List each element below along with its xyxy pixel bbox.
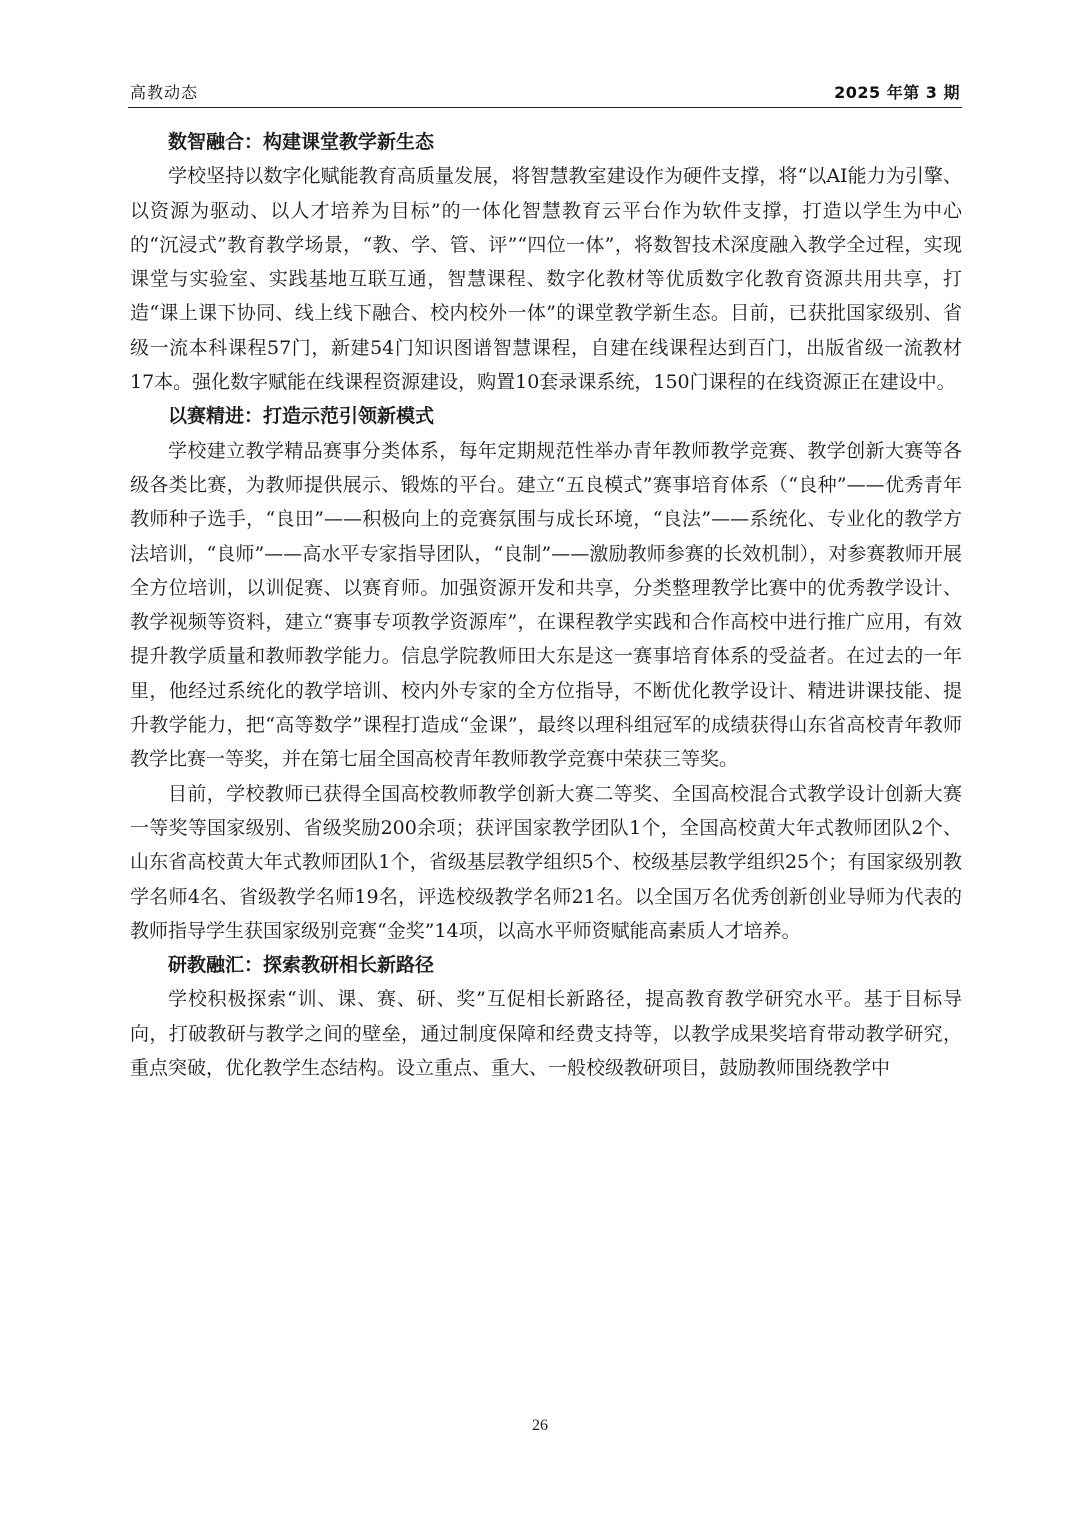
paragraph: 学校坚持以数字化赋能教育高质量发展，将智慧教室建设作为硬件支撑，将“以AI能力为引擎、以资源为驱动、以人才培养为目标”的一体化智慧教育云平台作为软件支撑，打造以学生为中心的“沉浸式”教育教学场景，“教、学、管、评”“四位一体”，将数智技术深度融入教学全过程，实现课堂与实验室、实践基地互联互通，智慧课程、数字化教材等优质数字化教育资源共用共享，打造“课上课下协同、线上线下融合、校内校外一体”的课堂教学新生态。目前，已获批国家级别、省级一流本科课程57门，新建54门知识图谱智慧课程，自建在线课程达到百门，出版省级一流教材17本。强化数字赋能在线课程资源建设，购置10套录课系统，150门课程的在线资源正在建设中。 bbox=[130, 165, 962, 394]
paragraph: 目前，学校教师已获得全国高校教师教学创新大赛二等奖、全国高校混合式教学设计创新大赛一等奖等国家级别、省级奖励200余项；获评国家教学团队1个，全国高校黄大年式教师团队2个、山东省高校黄大年式教师团队1个，省级基层教学组织5个、校级基层教学组织25个；有国家级别教学名师4名、省级教学名师19名，评选校级教学名师21名。以全国万名优秀创新创业导师为代表的教师指导学生获国家级别竞赛“金奖”14项，以高水平师资赋能高素质人才培养。 bbox=[130, 782, 962, 942]
page-number: 26 bbox=[532, 1417, 548, 1434]
article-body bbox=[130, 125, 962, 1085]
issue-label: 2025 年第 3 期 bbox=[834, 83, 960, 102]
section-heading: 研教融汇：探索教研相长新路径 bbox=[168, 954, 435, 977]
paragraph: 学校积极探索“训、课、赛、研、奖”互促相长新路径，提高教育教学研究水平。基于目标导向，打破教研与教学之间的壁垒，通过制度保障和经费支持等，以教学成果奖培育带动教学研究，重点突破，优化教学生态结构。设立重点、重大、一般校级教研项目，鼓励教师围绕教学中 bbox=[130, 988, 962, 1080]
paragraph: 学校建立教学精品赛事分类体系，每年定期规范性举办青年教师教学竞赛、教学创新大赛等各级各类比赛，为教师提供展示、锻炼的平台。建立“五良模式”赛事培育体系（“良种”——优秀青年教师种子选手，“良田”——积极向上的竞赛氛围与成长环境，“良法”——系统化、专业化的教学方法培训，“良师”——高水平专家指导团队，“良制”——激励教师参赛的长效机制），对参赛教师开展全方位培训，以训促赛、以赛育师。加强资源开发和共享，分类整理教学比赛中的优秀教学设计、教学视频等资料，建立“赛事专项教学资源库”，在课程教学实践和合作高校中进行推广应用，有效提升教学质量和教师教学能力。信息学院教师田大东是这一赛事培育体系的受益者。在过去的一年里，他经过系统化的教学培训、校内外专家的全方位指导，不断优化教学设计、精进讲课技能、提升教学能力，把“高等数学”课程打造成“金课”，最终以理科组冠军的成绩获得山东省高校青年教师教学比赛一等奖，并在第七届全国高校青年教师教学竞赛中荣获三等奖。 bbox=[130, 439, 962, 771]
header-divider bbox=[128, 107, 962, 108]
running-header bbox=[130, 80, 960, 104]
section-heading: 以赛精进：打造示范引领新模式 bbox=[168, 405, 435, 428]
publication-title: 高教动态 bbox=[130, 83, 199, 102]
section-heading: 数智融合：构建课堂教学新生态 bbox=[168, 131, 435, 153]
